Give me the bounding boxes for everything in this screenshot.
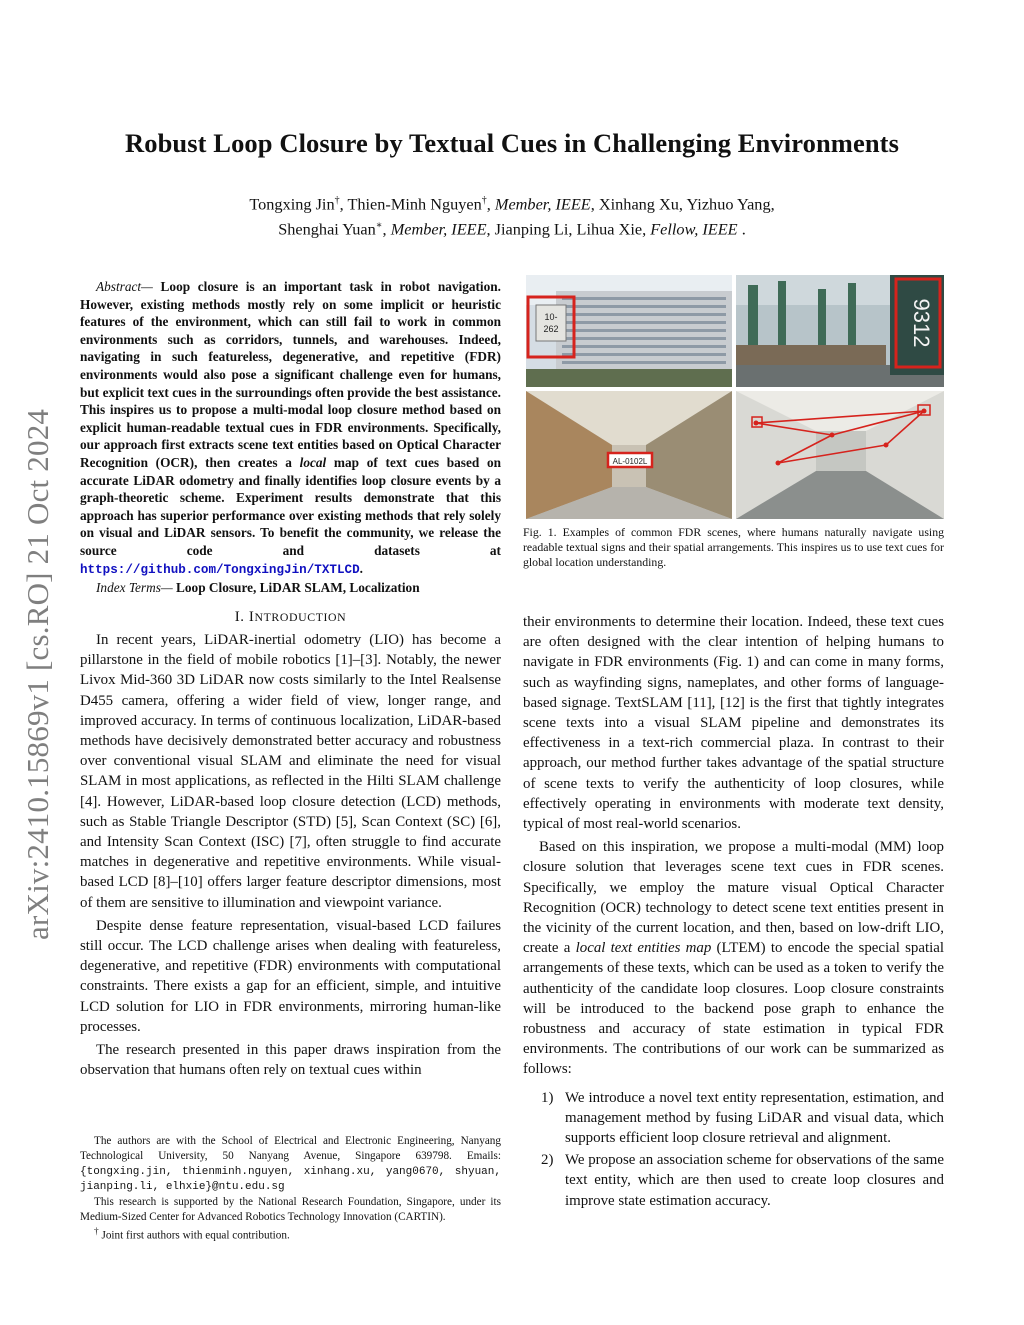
section-initial: I (248, 608, 255, 625)
body-paragraph: In recent years, LiDAR-inertial odometry (LIO) has become a pillarstone in the field of mobile robotics [1]–[3]. Notably, the newer Livox Mid-360 3D LiDAR now costs similarly to the Intel Realsense D455 camera, offering a wider field of view, longer range, and improved accuracy. In terms of continuous localization, LiDAR-based methods have decisively demonstrated better accuracy and robustness over conventional visual SLAM and eliminate the need for visual SLAM in most applications, as reflected in the Hilti SLAM challenge [4]. However, LiDAR-based loop closure detection (LCD) methods, such as Stable Triangle Descriptor (STD) [5], Scan Context (SC) [6], and Intensity Scan Context (ISC) [7], often struggle to find accurate matches in degenerative and repetitive environments. While visual-based LCD [8]–[10] offers larger feature descriptor dimensions, most of them are sensitive to illumination and viewpoint variance. (80, 631, 501, 911)
body-paragraph: The research presented in this paper draws inspiration from the observation that humans often rely on textual cues within (80, 1041, 501, 1079)
list-text: We introduce a novel text entity representation, estimation, and management method by fusing LiDAR and visual data, which supports efficient loop closure retrieval and alignment. (565, 1089, 944, 1147)
list-number: 2) (541, 1152, 554, 1169)
abstract-text: . (359, 560, 363, 576)
building-sign-line2: 262 (543, 324, 559, 334)
right-column (523, 612, 944, 1213)
list-text: We propose an association scheme for observations of the same text entity, which are then used to create loop closures and improve state estimation accuracy. (565, 1152, 944, 1209)
section-numeral: I. (234, 608, 249, 625)
source-code-link[interactable]: https://github.com/TongxingJin/TXTLCD (80, 562, 360, 577)
abstract (80, 278, 501, 597)
author-mark: ∗ (375, 220, 383, 232)
footnotes (80, 1134, 501, 1243)
tower-number: 9312 (909, 298, 934, 348)
footnote-equal-contribution (80, 1225, 501, 1244)
separator: , (486, 194, 495, 214)
index-terms-text: Loop Closure, LiDAR SLAM, Localization (172, 580, 420, 596)
section-title-rest: NTRODUCTION (254, 609, 347, 624)
body-emphasis: local text entities map (575, 940, 712, 957)
author-name: Thien-Minh Nguyen (347, 194, 482, 214)
figure-1-image (526, 275, 944, 519)
panel-corridor (736, 391, 944, 519)
author-role: Fellow, IEEE (650, 219, 738, 239)
body-paragraph: Despite dense feature representation, visual-based LCD failures still occur. The LCD challenge arises when dealing with featureless, degenerative, and repetitive (FDR) environments with computational constraints. There exists a gap for an efficient, simple, and intuitive LCD solution for LIO in FDR environments, mirroring human-like processes. (80, 917, 501, 1035)
index-terms-lead: Index Terms— (96, 580, 173, 596)
abstract-emphasis: local (299, 454, 327, 470)
left-column (80, 278, 501, 1083)
abstract-text: map of text cues based on accurate LiDAR odometry and finally identifies loop closure events by a graph-theoretic scheme. Experiment results demonstrate that this approach has superior performance over existing methods that rely solely on visual and LiDAR sensors. To benefit the community, we release the source code and datasets at (80, 454, 501, 558)
separator: , (382, 219, 391, 239)
separator: . (737, 219, 746, 239)
figure-1-caption: Fig. 1. Examples of common FDR scenes, where humans naturally navigate using readable textual signs and their spatial arrangements. This inspires us to use text cues for global location understanding. (523, 525, 944, 570)
footnote-text: The authors are with the School of Electrical and Electronic Engineering, Nanyang Technological University, 50 Nanyang Avenue, Singapore 639798. Emails: (80, 1135, 501, 1162)
author-mark: † (334, 195, 340, 206)
panel-apartment-building (526, 275, 732, 387)
author-name: Shenghai Yuan (278, 219, 376, 239)
section-heading-introduction (80, 607, 501, 627)
building-sign-line1: 10- (544, 312, 558, 322)
body-paragraph: their environments to determine their location. Indeed, these text cues are often designed with the clear intention of helping humans to navigate in FDR environments (Fig. 1) and can come in many forms, such as wayfinding signs, nameplates, and other forms of language-based signage. TextSLAM [11], [12] is the first that tightly integrates scene texts into a visual SLAM pipeline and demonstrates its effectiveness in a text-rich commercial plaza. In contrast to their approach, our method further takes advantage of the spatial structure of scene texts to verify the authenticity of loop closures, while effectively operating in environments with moderate text density, typical of most real-world scenarios. (523, 614, 944, 833)
separator: , (339, 194, 348, 214)
author-list (120, 190, 904, 241)
paper-title: Robust Loop Closure by Textual Cues in Challenging Environments (124, 128, 899, 158)
footnote-funding: This research is supported by the National Research Foundation, Singapore, under its Medium-Sized Center for Advanced Robotics Technology Innovation (CARTIN). (80, 1196, 501, 1223)
footnote-text: Joint first authors with equal contribution. (98, 1229, 290, 1242)
footnote-emails: {tongxing.jin, thienminh.nguyen, xinhang.xu, yang0670, shyuan, jianping.li, elhxie}@ntu.edu.sg (80, 1165, 501, 1194)
arxiv-identifier: arXiv:2410.15869v1 [cs.RO] 21 Oct 2024 (20, 408, 55, 940)
aisle-sign: AL-0102L (612, 457, 648, 466)
list-item (523, 1088, 944, 1149)
abstract-text: Loop closure is an important task in robot navigation. However, existing methods mostly rely on some implicit or heuristic features of the environment, which can still fail to work in common environments such as corridors, tunnels, and warehouses. Indeed, navigating in such featureless, degenerative, and repetitive (FDR) environments would also pose a significant challenge even for humans, but explicit text cues in the surroundings often provide the best assistance. This inspires us to propose a multi-modal loop closure method based on explicit human-readable textual cues in FDR environments. Specifically, our approach first extracts scene text entities based on Optical Character Recognition (OCR), then creates a (80, 279, 501, 470)
author-role: Member, IEEE (494, 194, 591, 214)
author-names: , Jianping Li, Lihua Xie, (486, 219, 651, 239)
body-text: Based on this inspiration, we propose a multi-modal (MM) loop closure solution that leverages scene text cues in FDR scenes. Specifically, we employ the mature visual Optical Character Recognition (OCR) technology to detect scene text entities present in the vicinity of the current location, and then, based on low-drift LIO, create a (523, 839, 944, 957)
footnote-affiliation (80, 1134, 501, 1195)
panel-container-port (736, 275, 944, 387)
author-role: Member, IEEE (390, 219, 487, 239)
contributions-list (523, 1088, 944, 1211)
author-name: Tongxing Jin (249, 194, 335, 214)
panel-warehouse (526, 391, 732, 519)
figure-1-collage (526, 275, 944, 519)
author-names: , Xinhang Xu, Yizhuo Yang, (590, 194, 775, 214)
body-text: (LTEM) to encode the special spatial arrangements of these texts, which can be used as a token to verify the authenticity of the candidate loop closures. Loop closure constraints will be introduced to the backend pose graph to enhance the robustness and accuracy of state estimation in typical FDR environments. The contributions of our work can be summarized as follows: (523, 940, 944, 1078)
abstract-lead: Abstract— (96, 279, 153, 294)
list-number: 1) (541, 1089, 554, 1106)
list-item (523, 1150, 944, 1211)
author-mark: † (481, 195, 487, 206)
footnote-mark: † (94, 1226, 99, 1237)
body-paragraph (523, 837, 944, 1079)
index-terms (80, 579, 501, 597)
